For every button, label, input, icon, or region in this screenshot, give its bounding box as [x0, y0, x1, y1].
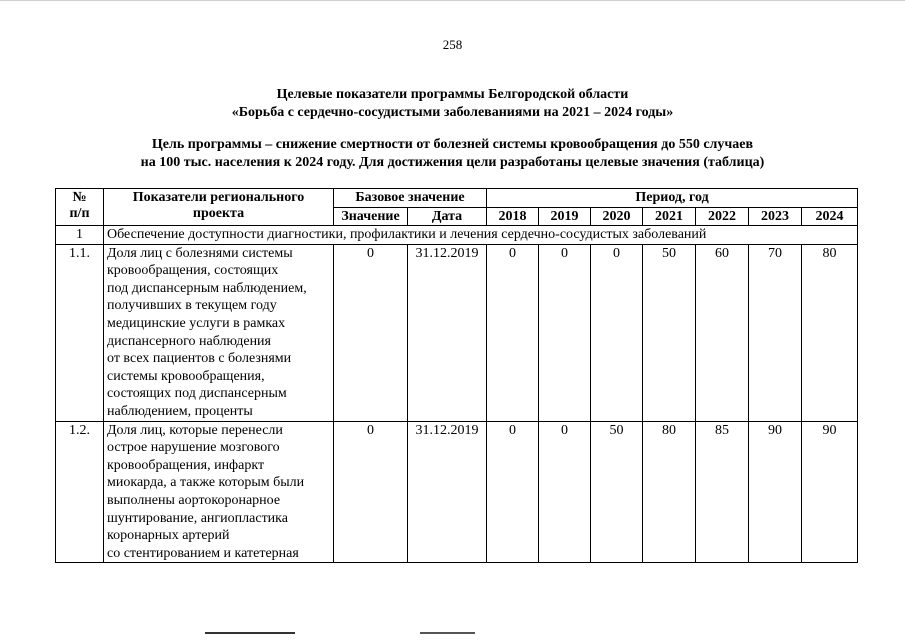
header-indicator — [104, 189, 334, 226]
header-num — [56, 189, 104, 226]
section-row — [56, 226, 858, 245]
row-indicator: Доля лиц с болезнями системы кровообращения, состоящих под диспансерным наблюдением, получивших в текущем году медицинские услуги в рамках диспансерного наблюдения от всех пациентов с болезнями системы кровообращения, состоящих под диспансерным наблюдением, проценты — [104, 244, 334, 421]
header-year: 2022 — [696, 208, 749, 226]
row-indicator: Доля лиц, которые перенесли острое нарушение мозгового кровообращения, инфаркт миокарда, а также которым были выполнены аортокоронарное шунтирование, ангиопластика коронарных артерий со стентированием и катетерная — [104, 421, 334, 563]
header-base: Базовое значение — [334, 189, 487, 208]
row-base-date: 31.12.2019 — [408, 421, 487, 563]
header-year: 2021 — [643, 208, 696, 226]
header-year: 2024 — [802, 208, 858, 226]
goal-line-2: на 100 тыс. населения к 2024 году. Для достижения цели разработаны целевые значения (таблица) — [140, 155, 765, 170]
program-goal — [0, 136, 905, 172]
row-year-value: 80 — [643, 421, 696, 563]
scan-artifact — [205, 632, 295, 634]
header-row-1 — [56, 189, 858, 208]
row-year-value: 60 — [696, 244, 749, 421]
row-base-value: 0 — [334, 421, 408, 563]
header-base-date: Дата — [408, 208, 487, 226]
table-row — [56, 244, 858, 421]
row-base-value: 0 — [334, 244, 408, 421]
header-year: 2019 — [539, 208, 591, 226]
header-indicator-line-2: проекта — [192, 206, 245, 221]
row-year-value: 85 — [696, 421, 749, 563]
header-period: Период, год — [487, 189, 858, 208]
table-row — [56, 421, 858, 563]
header-num-line-1: № — [72, 190, 87, 205]
row-year-value: 0 — [539, 421, 591, 563]
row-year-value: 70 — [749, 244, 802, 421]
row-year-value: 80 — [802, 244, 858, 421]
header-year: 2020 — [591, 208, 643, 226]
section-num: 1 — [56, 226, 104, 245]
title-line-2: «Борьба с сердечно-сосудистыми заболеваниями на 2021 – 2024 годы» — [231, 105, 674, 120]
scan-edge — [0, 0, 905, 1]
row-year-value: 50 — [643, 244, 696, 421]
title-line-1: Целевые показатели программы Белгородской области — [276, 87, 629, 102]
row-base-date: 31.12.2019 — [408, 244, 487, 421]
header-year: 2023 — [749, 208, 802, 226]
header-year: 2018 — [487, 208, 539, 226]
row-year-value: 0 — [487, 421, 539, 563]
header-base-value: Значение — [334, 208, 408, 226]
row-num: 1.1. — [56, 244, 104, 421]
scan-artifact — [420, 632, 475, 634]
row-year-value: 0 — [539, 244, 591, 421]
row-year-value: 90 — [749, 421, 802, 563]
goal-line-1: Цель программы – снижение смертности от болезней системы кровообращения до 550 случаев — [151, 137, 754, 152]
header-indicator-line-1: Показатели регионального — [132, 190, 305, 205]
document-title — [0, 86, 905, 122]
page-number: 258 — [442, 37, 463, 52]
row-num: 1.2. — [56, 421, 104, 563]
row-year-value: 0 — [487, 244, 539, 421]
indicators-table — [55, 188, 858, 563]
row-year-value: 0 — [591, 244, 643, 421]
header-num-line-2: п/п — [69, 206, 90, 221]
row-year-value: 50 — [591, 421, 643, 563]
section-title: Обеспечение доступности диагностики, профилактики и лечения сердечно-сосудистых заболеваний — [104, 226, 858, 245]
row-year-value: 90 — [802, 421, 858, 563]
